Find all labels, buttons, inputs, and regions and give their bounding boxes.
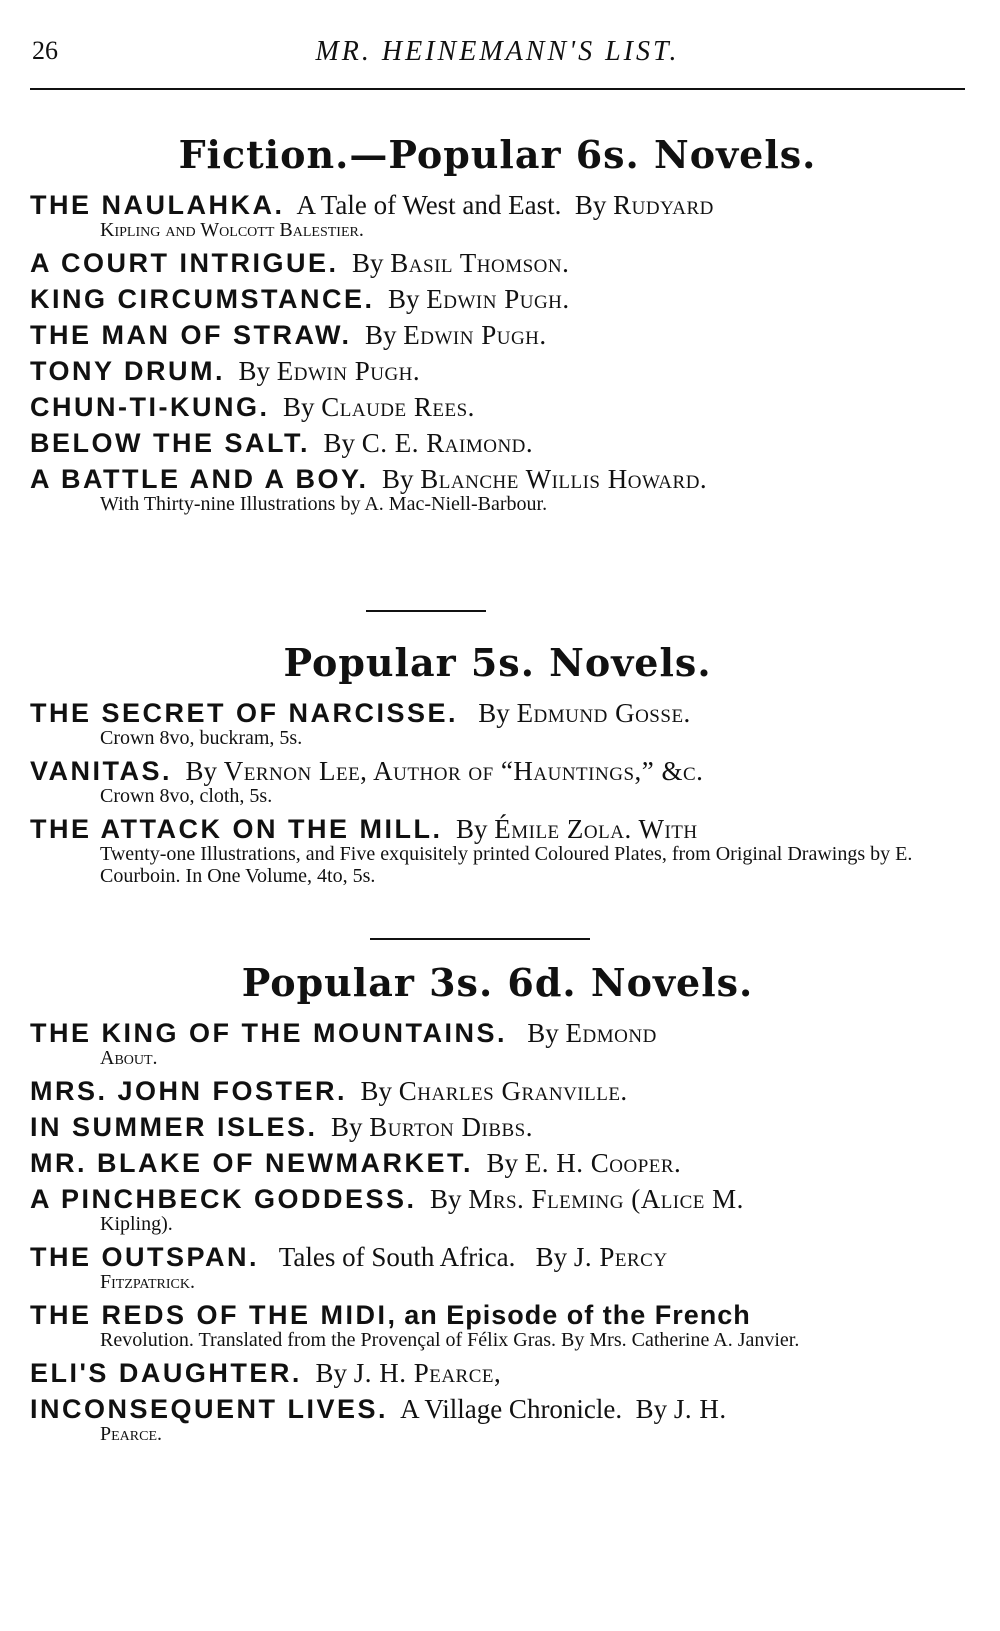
section-5s-novels [30, 640, 965, 891]
book-subtitle: an Episode of the French [404, 1300, 751, 1330]
book-title: THE OUTSPAN. [30, 1242, 260, 1272]
book-title: A BATTLE AND A BOY. [30, 464, 369, 494]
book-title: THE KING OF THE MOUNTAINS. [30, 1018, 507, 1048]
book-title: MRS. JOHN FOSTER. [30, 1076, 348, 1106]
by-label: By [388, 284, 420, 314]
book-author: J. H. [673, 1394, 727, 1424]
list-item [30, 1391, 965, 1445]
by-label: By [430, 1184, 462, 1214]
book-author: Burton Dibbs. [369, 1112, 534, 1142]
list-item [30, 425, 965, 461]
by-label: By [478, 698, 510, 728]
by-label: By [527, 1018, 559, 1048]
section-heading: Popular 3s. 6d. Novels. [241, 960, 754, 1005]
list-item [30, 1073, 965, 1109]
list-item [30, 187, 965, 241]
book-title: MR. BLAKE OF NEWMARKET. [30, 1148, 473, 1178]
book-note: Crown 8vo, buckram, 5s. [100, 727, 303, 749]
list-item [30, 1297, 965, 1351]
book-title: THE ATTACK ON THE MILL. [30, 814, 443, 844]
by-label: By [455, 814, 488, 844]
by-label: By [574, 190, 607, 220]
book-author: J. Percy [573, 1242, 668, 1272]
book-author: E. H. Cooper. [524, 1148, 682, 1178]
book-author: Edmund Gosse. [516, 698, 691, 728]
book-note: Revolution. Translated from the Provençal of Félix Gras. By Mrs. Catherine A. Janvier. [100, 1329, 800, 1351]
list-item [30, 461, 965, 515]
by-label: By [365, 320, 397, 350]
book-title: BELOW THE SALT. [30, 428, 310, 458]
book-note: Kipling and Wolcott Balestier. [100, 219, 364, 241]
book-title: THE MAN OF STRAW. [30, 320, 352, 350]
section-heading: Fiction.—Popular 6s. Novels. [178, 132, 817, 177]
book-author: Blanche Willis Howard. [420, 464, 708, 494]
book-author: Edwin Pugh. [426, 284, 570, 314]
book-author: Edmond [565, 1018, 657, 1048]
page-header [30, 36, 965, 76]
book-title: VANITAS. [30, 756, 173, 786]
section-3s6d-novels [30, 960, 965, 1449]
section-heading: Popular 5s. Novels. [283, 640, 712, 685]
list-item [30, 281, 965, 317]
by-label: By [238, 356, 271, 386]
by-label: By [382, 464, 414, 494]
book-note: Fitzpatrick. [100, 1271, 195, 1293]
list-item [30, 1109, 965, 1145]
book-author: Charles Granville. [398, 1076, 628, 1106]
book-title: A COURT INTRIGUE. [30, 248, 339, 278]
book-note: Crown 8vo, cloth, 5s. [100, 785, 273, 807]
header-rule [30, 88, 965, 90]
book-author: Edwin Pugh. [276, 356, 421, 386]
list-item [30, 1145, 965, 1181]
list-item [30, 317, 965, 353]
by-label: By [185, 756, 218, 786]
book-title: CHUN-TI-KUNG. [30, 392, 270, 422]
list-item [30, 695, 965, 749]
page-number: 26 [32, 36, 58, 65]
list-item [30, 353, 965, 389]
by-label: By [331, 1112, 363, 1142]
by-label: By [535, 1242, 568, 1272]
book-title: KING CIRCUMSTANCE. [30, 284, 375, 314]
list-item [30, 811, 965, 887]
book-author: Vernon Lee, Author of “Hauntings,” &c. [223, 756, 704, 786]
list-item [30, 753, 965, 807]
book-title: A PINCHBECK GODDESS. [30, 1184, 417, 1214]
list-item [30, 1355, 965, 1391]
book-title: THE REDS OF THE MIDI, [30, 1300, 398, 1330]
book-title: THE SECRET OF NARCISSE. [30, 698, 459, 728]
by-label: By [315, 1358, 347, 1388]
section-6s-novels [30, 132, 965, 519]
list-item [30, 245, 965, 281]
book-subtitle: Tales of South Africa. [278, 1242, 516, 1272]
book-note: About. [100, 1047, 158, 1069]
book-author: Edwin Pugh. [403, 320, 547, 350]
book-author: Émile Zola. With [494, 814, 698, 844]
by-label: By [360, 1076, 393, 1106]
by-label: By [635, 1394, 668, 1424]
book-title: IN SUMMER ISLES. [30, 1112, 318, 1142]
list-item [30, 1015, 965, 1069]
by-label: By [352, 248, 384, 278]
by-label: By [323, 428, 356, 458]
list-item [30, 389, 965, 425]
book-author: J. H. Pearce, [353, 1358, 502, 1388]
book-author: Rudyard [613, 190, 714, 220]
section-divider [370, 938, 590, 940]
book-author: C. E. Raimond. [361, 428, 534, 458]
book-title: INCONSEQUENT LIVES. [30, 1394, 389, 1424]
book-author: Basil Thomson. [390, 248, 570, 278]
book-note: Twenty-one Illustrations, and Five exquisitely printed Coloured Plates, from Original Drawings by E. Courboin. In One Volume, 4to, 5s. [100, 843, 913, 887]
by-label: By [486, 1148, 518, 1178]
book-note: Kipling). [100, 1213, 173, 1235]
book-subtitle: A Village Chronicle. [400, 1394, 623, 1424]
list-item [30, 1181, 965, 1235]
book-title: THE NAULAHKA. [30, 190, 285, 220]
book-author: Claude Rees. [321, 392, 475, 422]
book-subtitle: A Tale of West and East. [296, 190, 562, 220]
section-divider [366, 610, 486, 612]
book-title: TONY DRUM. [30, 356, 226, 386]
running-title: MR. HEINEMANN'S LIST. [315, 36, 680, 67]
list-item [30, 1239, 965, 1293]
book-page [30, 0, 965, 1631]
book-author: Mrs. Fleming (Alice M. [468, 1184, 744, 1214]
book-title: ELI'S DAUGHTER. [30, 1358, 302, 1388]
book-note: Pearce. [100, 1423, 163, 1445]
by-label: By [282, 392, 315, 422]
book-note: With Thirty-nine Illustrations by A. Mac-Niell-Barbour. [100, 493, 548, 515]
